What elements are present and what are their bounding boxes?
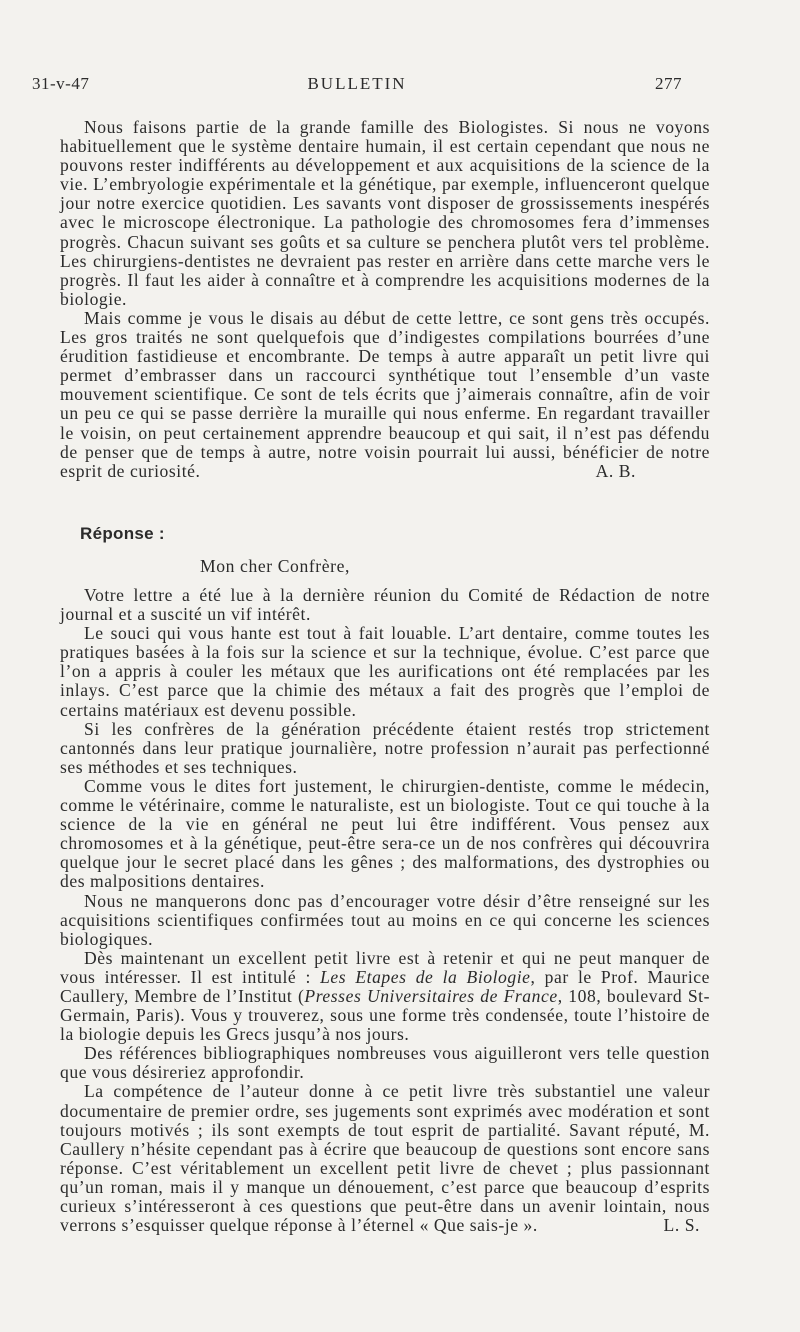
book-paragraph bbox=[60, 949, 710, 1044]
book-paragraph-author: , par le Prof. Maurice Caullery, Membre de l’Institut ( bbox=[60, 966, 710, 1006]
header-date: 31-v-47 bbox=[32, 74, 90, 93]
book-paragraph-rest: , 108, boulevard St-Germain, Paris). Vous y trouverez, sous une forme très condensée, toute l’histoire de la biologie depuis les Grecs jusqu’à nos jours. bbox=[60, 985, 711, 1045]
letter-body bbox=[60, 118, 710, 481]
letter-paragraph-text: Mais comme je vous le disais au début de cette lettre, ce sont gens très occupés. Les gros traités ne sont quelquefois que d’indigestes compilations bourrées d’une érudition fastidieuse et encombrante. De temps à autre apparaît un petit livre qui permet d’embrasser dans un raccourci synthétique tout l’ensemble d’un vaste mouvement scientifique. Ce sont de tels écrits que j’aimerais connaître, afin de voir un peu ce qui se passe derrière la muraille qui nous enferme. En regardant travailler le voisin, on peut certainement apprendre beaucoup et qui sait, il n’est pas défendu de penser que de temps à autre, notre voisin pourrait lui aussi, bénéficier de notre esprit de curiosité. bbox=[60, 307, 710, 481]
header-journal-title: BULLETIN bbox=[307, 74, 407, 93]
reply-final-paragraph-text: La compétence de l’auteur donne à ce petit livre très substantiel une valeur documentaire de premier ordre, ses jugements sont exprimés avec modération et sont toujours motivés ; ils sont exempts de tout esprit de partialité. Savant réputé, M. Caullery n’hésite cependant pas à écrire que beaucoup de questions sont encore sans réponse. C’est véritablement un excellent petit livre de chevet ; plus passionnant qu’un roman, mais il y manque un dénouement, c’est parce que beaucoup d’esprits curieux s’intéresseront à ces questions que peut-être dans un avenir lointain, nous verrons s’esquisser quelque réponse à l’éternel « Que sais-je ». bbox=[60, 1081, 710, 1236]
letter-paragraph bbox=[60, 309, 710, 481]
reply-signature: L. S. bbox=[663, 1215, 700, 1236]
header-page-number: 277 bbox=[655, 74, 682, 93]
book-publisher: Presses Universitaires de France bbox=[304, 985, 558, 1006]
reply-final-paragraph bbox=[60, 1082, 710, 1235]
reply-salutation: Mon cher Confrère, bbox=[200, 556, 351, 576]
reply-paragraph: Votre lettre a été lue à la dernière réunion du Comité de Rédaction de notre journal et a suscité un vif intérêt. bbox=[60, 585, 710, 625]
reply-paragraph: Si les confrères de la génération précédente étaient restés trop strictement cantonnés dans leur pratique journalière, notre profession n’aurait pas perfectionné ses méthodes et ses techniques. bbox=[60, 718, 710, 777]
reply-heading: Réponse : bbox=[80, 524, 165, 543]
reply-paragraph: Comme vous le dites fort justement, le chirurgien-dentiste, comme le médecin, comme le vétérinaire, comme le naturaliste, est un biologiste. Tout ce qui touche à la science de la vie en général ne peut lui être indifférent. Vous pensez aux chromosomes et à la génétique, peut-être sera-ce un de nos confrères qui découvrira quelque jour le secret placé dans les gênes ; des malformations, des dystrophies ou des malpositions dentaires. bbox=[60, 775, 710, 892]
reply-paragraph: Le souci qui vous hante est tout à fait louable. L’art dentaire, comme toutes les pratiques basées à la fois sur la science et sur la technique, évolue. C’est parce que l’on a appris à couler les métaux que les aurifications ont été remplacées par les inlays. C’est parce que la chimie des métaux a fait des progrès que l’emploi de certains matériaux est devenu possible. bbox=[60, 623, 710, 720]
letter-paragraph: Nous faisons partie de la grande famille des Biologistes. Si nous ne voyons habituellement que le système dentaire humain, il est certain cependant que nous ne pouvons rester indifférents au développement et aux acquisitions de la science de la vie. L’embryologie expérimentale et la génétique, par exemple, influenceront quelque jour notre exercice quotidien. Les savants vont disposer de grossissements inespérés avec le microscope électronique. La pathologie des chromosomes fera d’immenses progrès. Chacun suivant ses goûts et sa culture se penchera plutôt vers tel problème. Les chirurgiens-dentistes ne devraient pas rester en arrière dans cette marche vers le progrès. Il faut les aider à connaître et à comprendre les acquisitions modernes de la biologie. bbox=[60, 117, 710, 309]
page-header bbox=[32, 74, 682, 96]
book-paragraph-intro: Dès maintenant un excellent petit livre est à retenir et qui ne peut manquer de vous intéresser. Il est intitulé : bbox=[60, 947, 710, 987]
reply-body bbox=[60, 586, 710, 1235]
letter-signature: A. B. bbox=[595, 460, 636, 481]
reply-paragraph: Nous ne manquerons donc pas d’encourager votre désir d’être renseigné sur les acquisitions scientifiques confirmées tout au moins en ce qui concerne les sciences biologiques. bbox=[60, 890, 710, 949]
reply-paragraph: Des références bibliographiques nombreuses vous aiguilleront vers telle question que vous désireriez approfondir. bbox=[60, 1043, 710, 1083]
book-title: Les Etapes de la Biologie bbox=[320, 966, 531, 987]
